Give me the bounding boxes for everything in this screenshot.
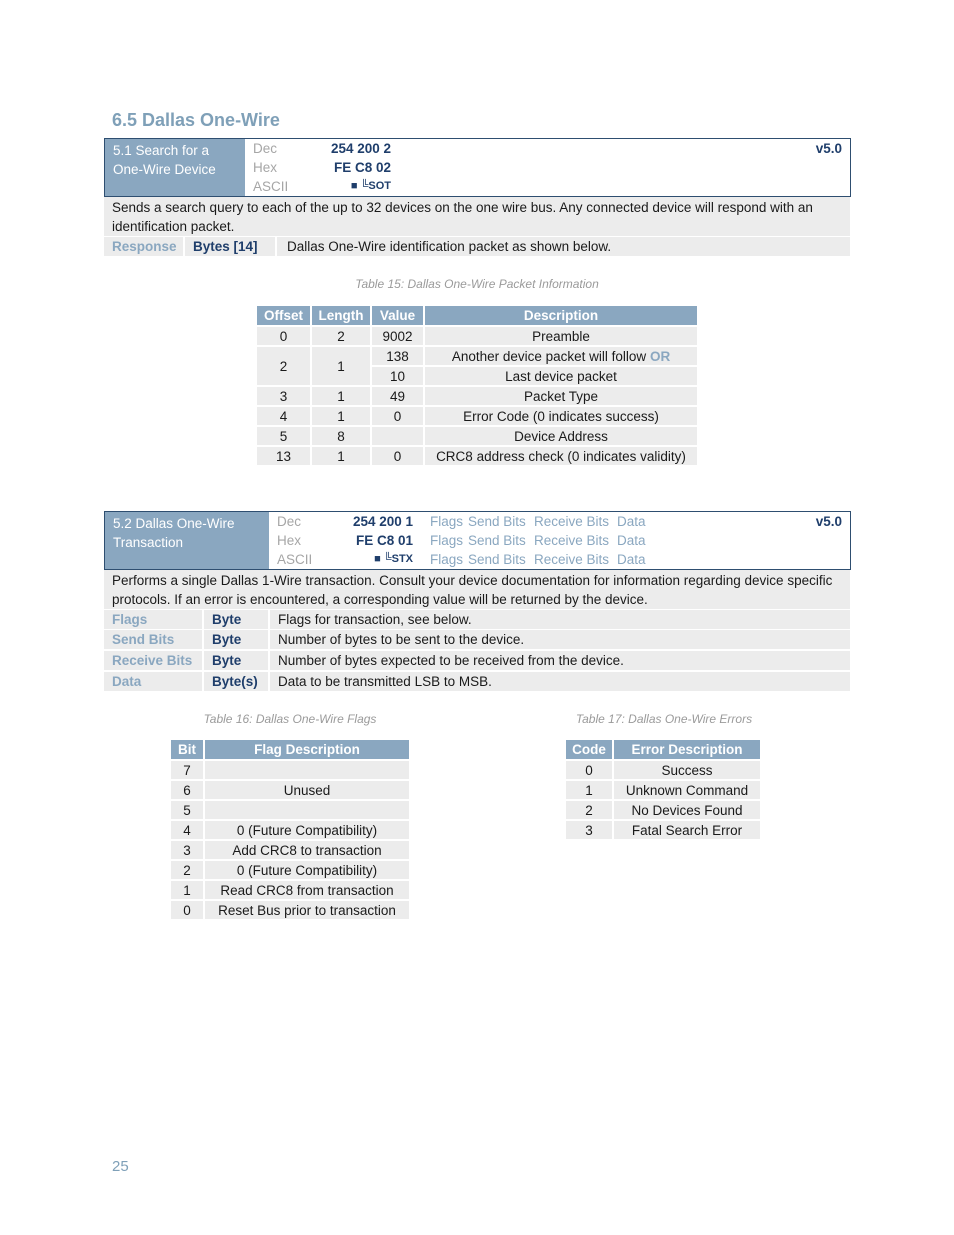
hex-value: FE C8 01 xyxy=(355,533,413,548)
description-text: Sends a search query to each of the up to 32 devices on the one wire bus. Any connected device will respond with an identification packet. xyxy=(112,200,813,234)
cell-value: 49 xyxy=(371,386,424,406)
errors-table xyxy=(564,738,762,841)
param-send-bits: Send Bits xyxy=(468,533,526,548)
table-row xyxy=(256,326,698,346)
cell-offset: 5 xyxy=(256,426,311,446)
cell-value: 138 xyxy=(371,346,424,366)
table-row xyxy=(170,760,410,780)
cell-value: 10 xyxy=(371,366,424,386)
cell-description: Packet Type xyxy=(424,386,698,406)
ascii-label: ASCII xyxy=(253,179,289,194)
param-description: Number of bytes expected to be received from the device. xyxy=(268,651,850,670)
command-header-search xyxy=(104,138,851,197)
table-row xyxy=(565,800,761,820)
cell-flag-description: Add CRC8 to transaction xyxy=(204,840,410,860)
dec-value: 254 200 1 xyxy=(352,514,413,529)
cell-value: 0 xyxy=(371,446,424,466)
ascii-label: ASCII xyxy=(277,552,313,567)
cell-length: 1 xyxy=(311,406,371,426)
cell-code: 1 xyxy=(565,780,613,800)
cell-description: Error Code (0 indicates success) xyxy=(424,406,698,426)
cell-offset: 0 xyxy=(256,326,311,346)
param-type: Byte(s) xyxy=(202,672,268,691)
cell-length: 8 xyxy=(311,426,371,446)
cell-flag-description xyxy=(204,760,410,780)
cell-bit: 2 xyxy=(170,860,204,880)
param-flags: Flags xyxy=(430,533,464,548)
cell-flag-description: 0 (Future Compatibility) xyxy=(204,820,410,840)
param-type: Byte xyxy=(202,651,268,670)
command-header-transaction xyxy=(104,511,851,570)
version-badge: v5.0 xyxy=(815,141,842,156)
cell-value: 9002 xyxy=(371,326,424,346)
cell-bit: 3 xyxy=(170,840,204,860)
table-row xyxy=(256,426,698,446)
table-row xyxy=(565,780,761,800)
cell-description xyxy=(424,346,698,366)
cell-error-description: No Devices Found xyxy=(613,800,761,820)
response-type: Bytes [14] xyxy=(183,237,275,256)
command-description xyxy=(104,197,850,236)
header-flag-description: Flag Description xyxy=(204,739,410,760)
header-offset: Offset xyxy=(256,305,311,326)
header-length: Length xyxy=(311,305,371,326)
param-type: Byte xyxy=(202,610,268,629)
param-receive-bits: Receive Bits xyxy=(534,533,610,548)
dec-label: Dec xyxy=(253,141,278,156)
param-name: Send Bits xyxy=(112,632,175,647)
description-text: Performs a single Dallas 1-Wire transaction. Consult your device documentation for information regarding device specific protocols. If an error is encountered, a corresponding value will be returned by the device. xyxy=(112,573,833,607)
table16-caption: Table 16: Dallas One-Wire Flags xyxy=(203,712,377,726)
param-send-bits: Send Bits xyxy=(468,552,526,567)
table-row xyxy=(170,780,410,800)
table-header-row xyxy=(565,739,761,760)
cell-offset: 3 xyxy=(256,386,311,406)
table-row xyxy=(256,406,698,426)
param-flags: Flags xyxy=(430,514,464,529)
header-value: Value xyxy=(371,305,424,326)
cell-code: 2 xyxy=(565,800,613,820)
cell-description: Preamble xyxy=(424,326,698,346)
ascii-value: ■ ╚STX xyxy=(374,553,413,565)
cell-bit: 5 xyxy=(170,800,204,820)
table-row xyxy=(256,346,698,366)
param-row-receive-bits xyxy=(104,651,850,670)
param-row-data xyxy=(104,672,850,691)
command-name-line1: 5.1 Search for a xyxy=(113,143,210,158)
response-label: Response xyxy=(112,239,177,254)
table-row xyxy=(256,386,698,406)
table-row xyxy=(170,840,410,860)
command-name xyxy=(105,139,245,196)
param-description: Data to be transmitted LSB to MSB. xyxy=(268,672,850,691)
cell-flag-description: 0 (Future Compatibility) xyxy=(204,860,410,880)
header-error-description: Error Description xyxy=(613,739,761,760)
cell-error-description: Fatal Search Error xyxy=(613,820,761,840)
cell-bit: 6 xyxy=(170,780,204,800)
param-row-send-bits xyxy=(104,630,850,649)
table-row xyxy=(170,900,410,920)
cell-bit: 4 xyxy=(170,820,204,840)
header-code: Code xyxy=(565,739,613,760)
packet-info-table xyxy=(255,304,699,467)
param-name: Receive Bits xyxy=(112,653,193,668)
cell-offset: 13 xyxy=(256,446,311,466)
table17-caption: Table 17: Dallas One-Wire Errors xyxy=(575,712,753,726)
cell-flag-description: Reset Bus prior to transaction xyxy=(204,900,410,920)
header-bit: Bit xyxy=(170,739,204,760)
param-receive-bits: Receive Bits xyxy=(534,552,610,567)
cell-flag-description xyxy=(204,800,410,820)
param-name: Data xyxy=(112,674,142,689)
table-header-row xyxy=(170,739,410,760)
command-name-line1: 5.2 Dallas One-Wire xyxy=(113,516,235,531)
cell-value: 0 xyxy=(371,406,424,426)
param-send-bits: Send Bits xyxy=(468,514,526,529)
cell-length: 1 xyxy=(311,346,371,386)
cell-bit: 7 xyxy=(170,760,204,780)
param-description: Flags for transaction, see below. xyxy=(268,610,850,629)
command-description xyxy=(104,570,850,609)
param-flags: Flags xyxy=(430,552,464,567)
param-type: Byte xyxy=(202,630,268,649)
param-row-flags xyxy=(104,610,850,629)
section-title: 6.5 Dallas One-Wire xyxy=(112,110,280,130)
page-number: 25 xyxy=(112,1158,129,1175)
command-name-line2: One-Wire Device xyxy=(113,162,216,177)
command-name xyxy=(105,512,269,569)
hex-value: FE C8 02 xyxy=(333,160,391,175)
cell-length: 1 xyxy=(311,386,371,406)
param-description: Number of bytes to be sent to the device. xyxy=(268,630,850,649)
cell-offset: 2 xyxy=(256,346,311,386)
table-row xyxy=(256,446,698,466)
cell-length: 2 xyxy=(311,326,371,346)
dec-value: 254 200 2 xyxy=(330,141,391,156)
response-description: Dallas One-Wire identification packet as shown below. xyxy=(275,237,850,256)
cell-flag-description: Read CRC8 from transaction xyxy=(204,880,410,900)
or-keyword: OR xyxy=(649,348,671,364)
cell-flag-description: Unused xyxy=(204,780,410,800)
cell-code: 0 xyxy=(565,760,613,780)
table-row xyxy=(170,820,410,840)
dec-label: Dec xyxy=(277,514,302,529)
response-row xyxy=(104,237,850,256)
cell-value xyxy=(371,426,424,446)
param-data: Data xyxy=(617,552,646,567)
cell-error-description: Unknown Command xyxy=(613,780,761,800)
table-row xyxy=(170,800,410,820)
header-description: Description xyxy=(424,305,698,326)
cell-error-description: Success xyxy=(613,760,761,780)
flags-table xyxy=(169,738,411,921)
version-badge: v5.0 xyxy=(815,514,842,529)
hex-label: Hex xyxy=(277,533,302,548)
cell-bit: 0 xyxy=(170,900,204,920)
param-name: Flags xyxy=(112,612,148,627)
cell-description: Last device packet xyxy=(424,366,698,386)
command-name-line2: Transaction xyxy=(113,535,184,550)
description-text: Another device packet will follow xyxy=(451,348,647,364)
table-row xyxy=(565,760,761,780)
cell-length: 1 xyxy=(311,446,371,466)
table-row xyxy=(170,860,410,880)
cell-bit: 1 xyxy=(170,880,204,900)
param-data: Data xyxy=(617,533,646,548)
ascii-value: ■ ╚SOT xyxy=(350,180,391,192)
param-receive-bits: Receive Bits xyxy=(534,514,610,529)
hex-label: Hex xyxy=(253,160,278,175)
cell-description: Device Address xyxy=(424,426,698,446)
cell-code: 3 xyxy=(565,820,613,840)
table15-caption: Table 15: Dallas One-Wire Packet Information xyxy=(355,277,599,291)
table-row xyxy=(170,880,410,900)
param-data: Data xyxy=(617,514,646,529)
cell-offset: 4 xyxy=(256,406,311,426)
cell-description: CRC8 address check (0 indicates validity) xyxy=(424,446,698,466)
table-row xyxy=(565,820,761,840)
table-header-row xyxy=(256,305,698,326)
